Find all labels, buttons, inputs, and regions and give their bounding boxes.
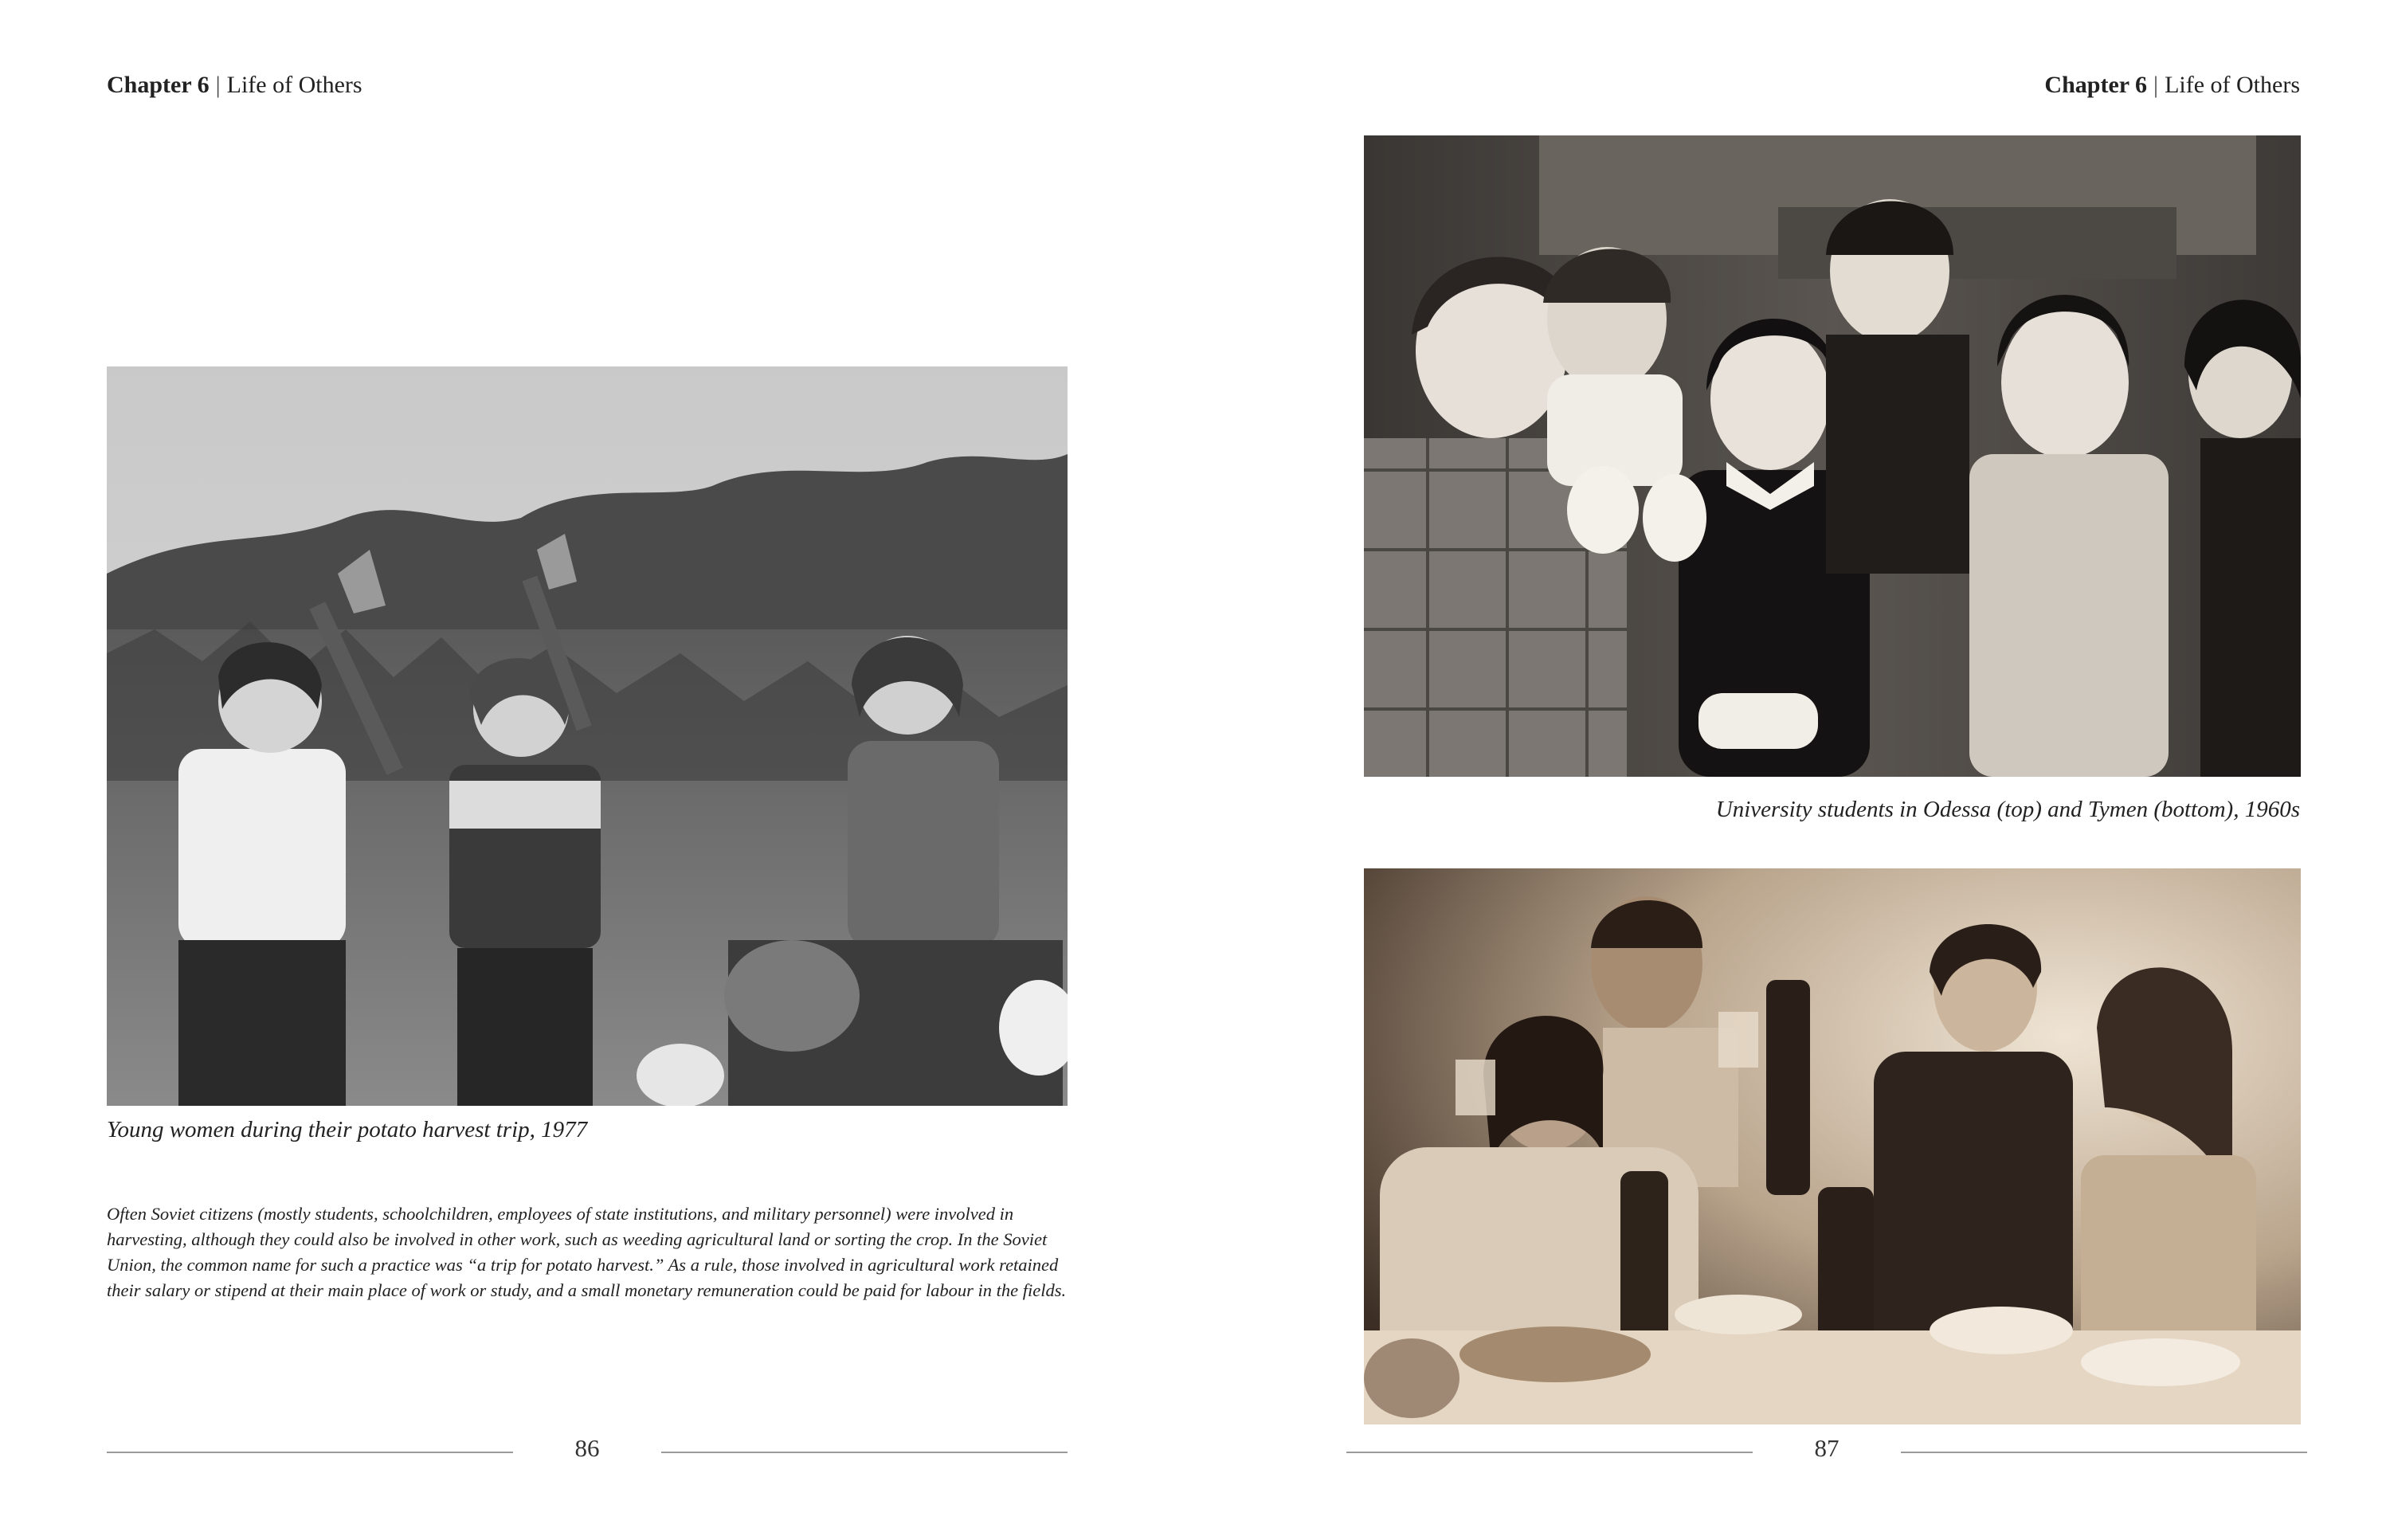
chapter-label: Chapter 6 [2044, 72, 2148, 98]
running-head [107, 72, 362, 99]
students-caption: University students in Odessa (top) and Tymen (bottom), 1960s [1715, 797, 2300, 822]
running-head [2044, 72, 2300, 99]
chapter-title: Life of Others [226, 72, 362, 98]
harvest-photo-caption: Young women during their potato harvest trip, 1977 [107, 1117, 588, 1142]
running-head-separator: | [215, 72, 221, 98]
tymen-students-photo-image [1364, 868, 2301, 1424]
harvest-photo-image [107, 366, 1068, 1106]
odessa-students-photo [1364, 135, 2301, 777]
running-head-separator: | [2153, 72, 2159, 98]
footer-rule-left [1346, 1452, 1753, 1453]
odessa-students-photo-image [1364, 135, 2301, 777]
chapter-title: Life of Others [2165, 72, 2300, 98]
harvest-photo [107, 366, 1068, 1106]
chapter-label: Chapter 6 [107, 72, 210, 98]
page-number: 86 [574, 1434, 600, 1462]
footer-rule-right [661, 1452, 1068, 1453]
body-paragraph: Often Soviet citizens (mostly students, schoolchildren, employees of state institutions, and military personnel) were involved in harvesting, although they could also be involved in other work, such as weeding agricultural land or sorting the crop. In the Soviet Union, the common name for such a practice was “a trip for potato harvest.” As a rule, those involved in agricultural work retained their salary or stipend at their main place of work or study, and a small monetary remuneration could be paid for labour in the fields. [107, 1204, 1067, 1300]
footer-rule-left [107, 1452, 513, 1453]
footer-rule-right [1901, 1452, 2307, 1453]
tymen-students-photo [1364, 868, 2301, 1424]
page-number: 87 [1814, 1434, 1840, 1462]
right-page [1195, 0, 2390, 1540]
